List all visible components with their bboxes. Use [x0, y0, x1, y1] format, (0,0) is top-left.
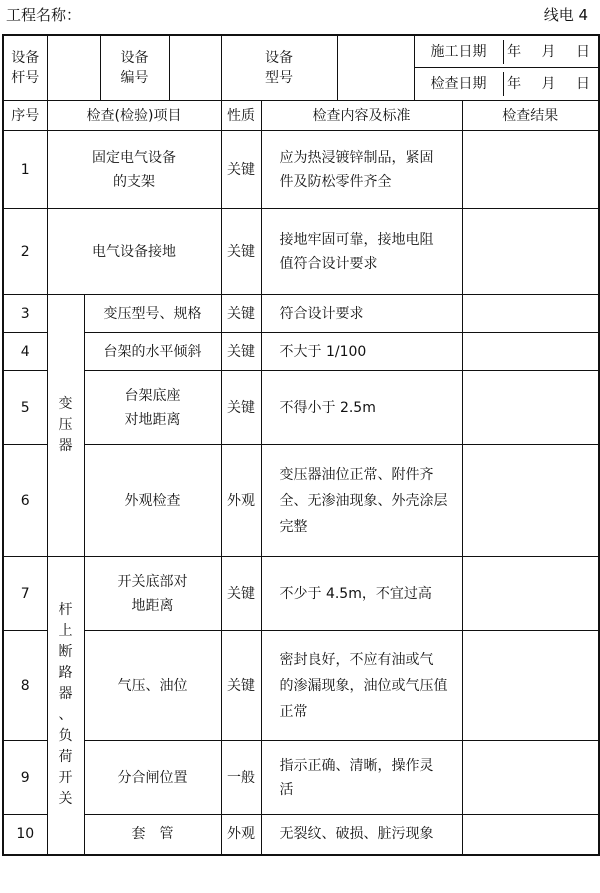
table-row: 3 变 压 器 变压型号、规格 关键 符合设计要求 [3, 295, 599, 333]
construction-date-label: 施工日期 [415, 40, 504, 64]
model-value-cell[interactable] [338, 36, 414, 100]
inspection-table [2, 34, 600, 856]
result-cell[interactable] [462, 815, 599, 855]
table-row: 6 外观检查 外观 变压器油位正常、附件齐 全、无渗油现象、外壳涂层 完整 [3, 445, 599, 557]
pole-value-cell[interactable] [48, 36, 101, 100]
result-cell[interactable] [462, 741, 599, 815]
result-cell[interactable] [462, 371, 599, 445]
col-header-content: 检查内容及标准 [261, 101, 462, 131]
group-transformer-label: 变 压 器 [47, 295, 84, 557]
result-cell[interactable] [462, 557, 599, 631]
table-row: 1 固定电气设备 的支架 关键 应为热浸镀锌制品，紧固 件及防松零件齐全 [3, 131, 599, 209]
col-header-no: 序号 [3, 101, 47, 131]
result-cell[interactable] [462, 445, 599, 557]
model-area [221, 35, 414, 101]
pole-label-cell: 设备 杆号 [3, 35, 47, 101]
result-cell[interactable] [462, 131, 599, 209]
result-cell[interactable] [462, 333, 599, 371]
table-row: 7 杆 上 断 路 器 、 负 荷 开 关 开关底部对 地距离 关键 不少于 4.5m，不宜过高 [3, 557, 599, 631]
model-label-cell: 设备 型号 [222, 36, 338, 100]
col-header-result: 检查结果 [462, 101, 599, 131]
col-header-item: 检查(检验)项目 [47, 101, 221, 131]
result-cell[interactable] [462, 631, 599, 741]
result-cell[interactable] [462, 295, 599, 333]
col-header-nature: 性质 [221, 101, 261, 131]
pole-value-area[interactable] [47, 35, 221, 101]
inspection-date-value[interactable]: 年 月 日 [507, 76, 590, 93]
table-row: 5 台架底座 对地距离 关键 不得小于 2.5m [3, 371, 599, 445]
result-cell[interactable] [462, 209, 599, 295]
group-breaker-label: 杆 上 断 路 器 、 负 荷 开 关 [47, 557, 84, 855]
project-name-label: 工程名称： [6, 6, 82, 24]
inspection-date-row [414, 68, 599, 101]
table-row: 2 电气设备接地 关键 接地牢固可靠，接地电阻 值符合设计要求 [3, 209, 599, 295]
form-code: 线电 4 [543, 6, 588, 24]
table-row: 9 分合闸位置 一般 指示正确、清晰，操作灵 活 [3, 741, 599, 815]
inspection-date-label: 检查日期 [415, 72, 504, 96]
construction-date-row [414, 35, 599, 68]
table-row: 10 套 管 外观 无裂纹、破损、脏污现象 [3, 815, 599, 855]
table-row: 8 气压、油位 关键 密封良好，不应有油或气 的渗漏现象，油位或气压值 正常 [3, 631, 599, 741]
table-row: 4 台架的水平倾斜 关键 不大于 1/100 [3, 333, 599, 371]
construction-date-value[interactable]: 年 月 日 [507, 43, 590, 60]
serial-value-cell[interactable] [170, 36, 221, 100]
serial-label-cell: 设备 编号 [101, 36, 170, 100]
